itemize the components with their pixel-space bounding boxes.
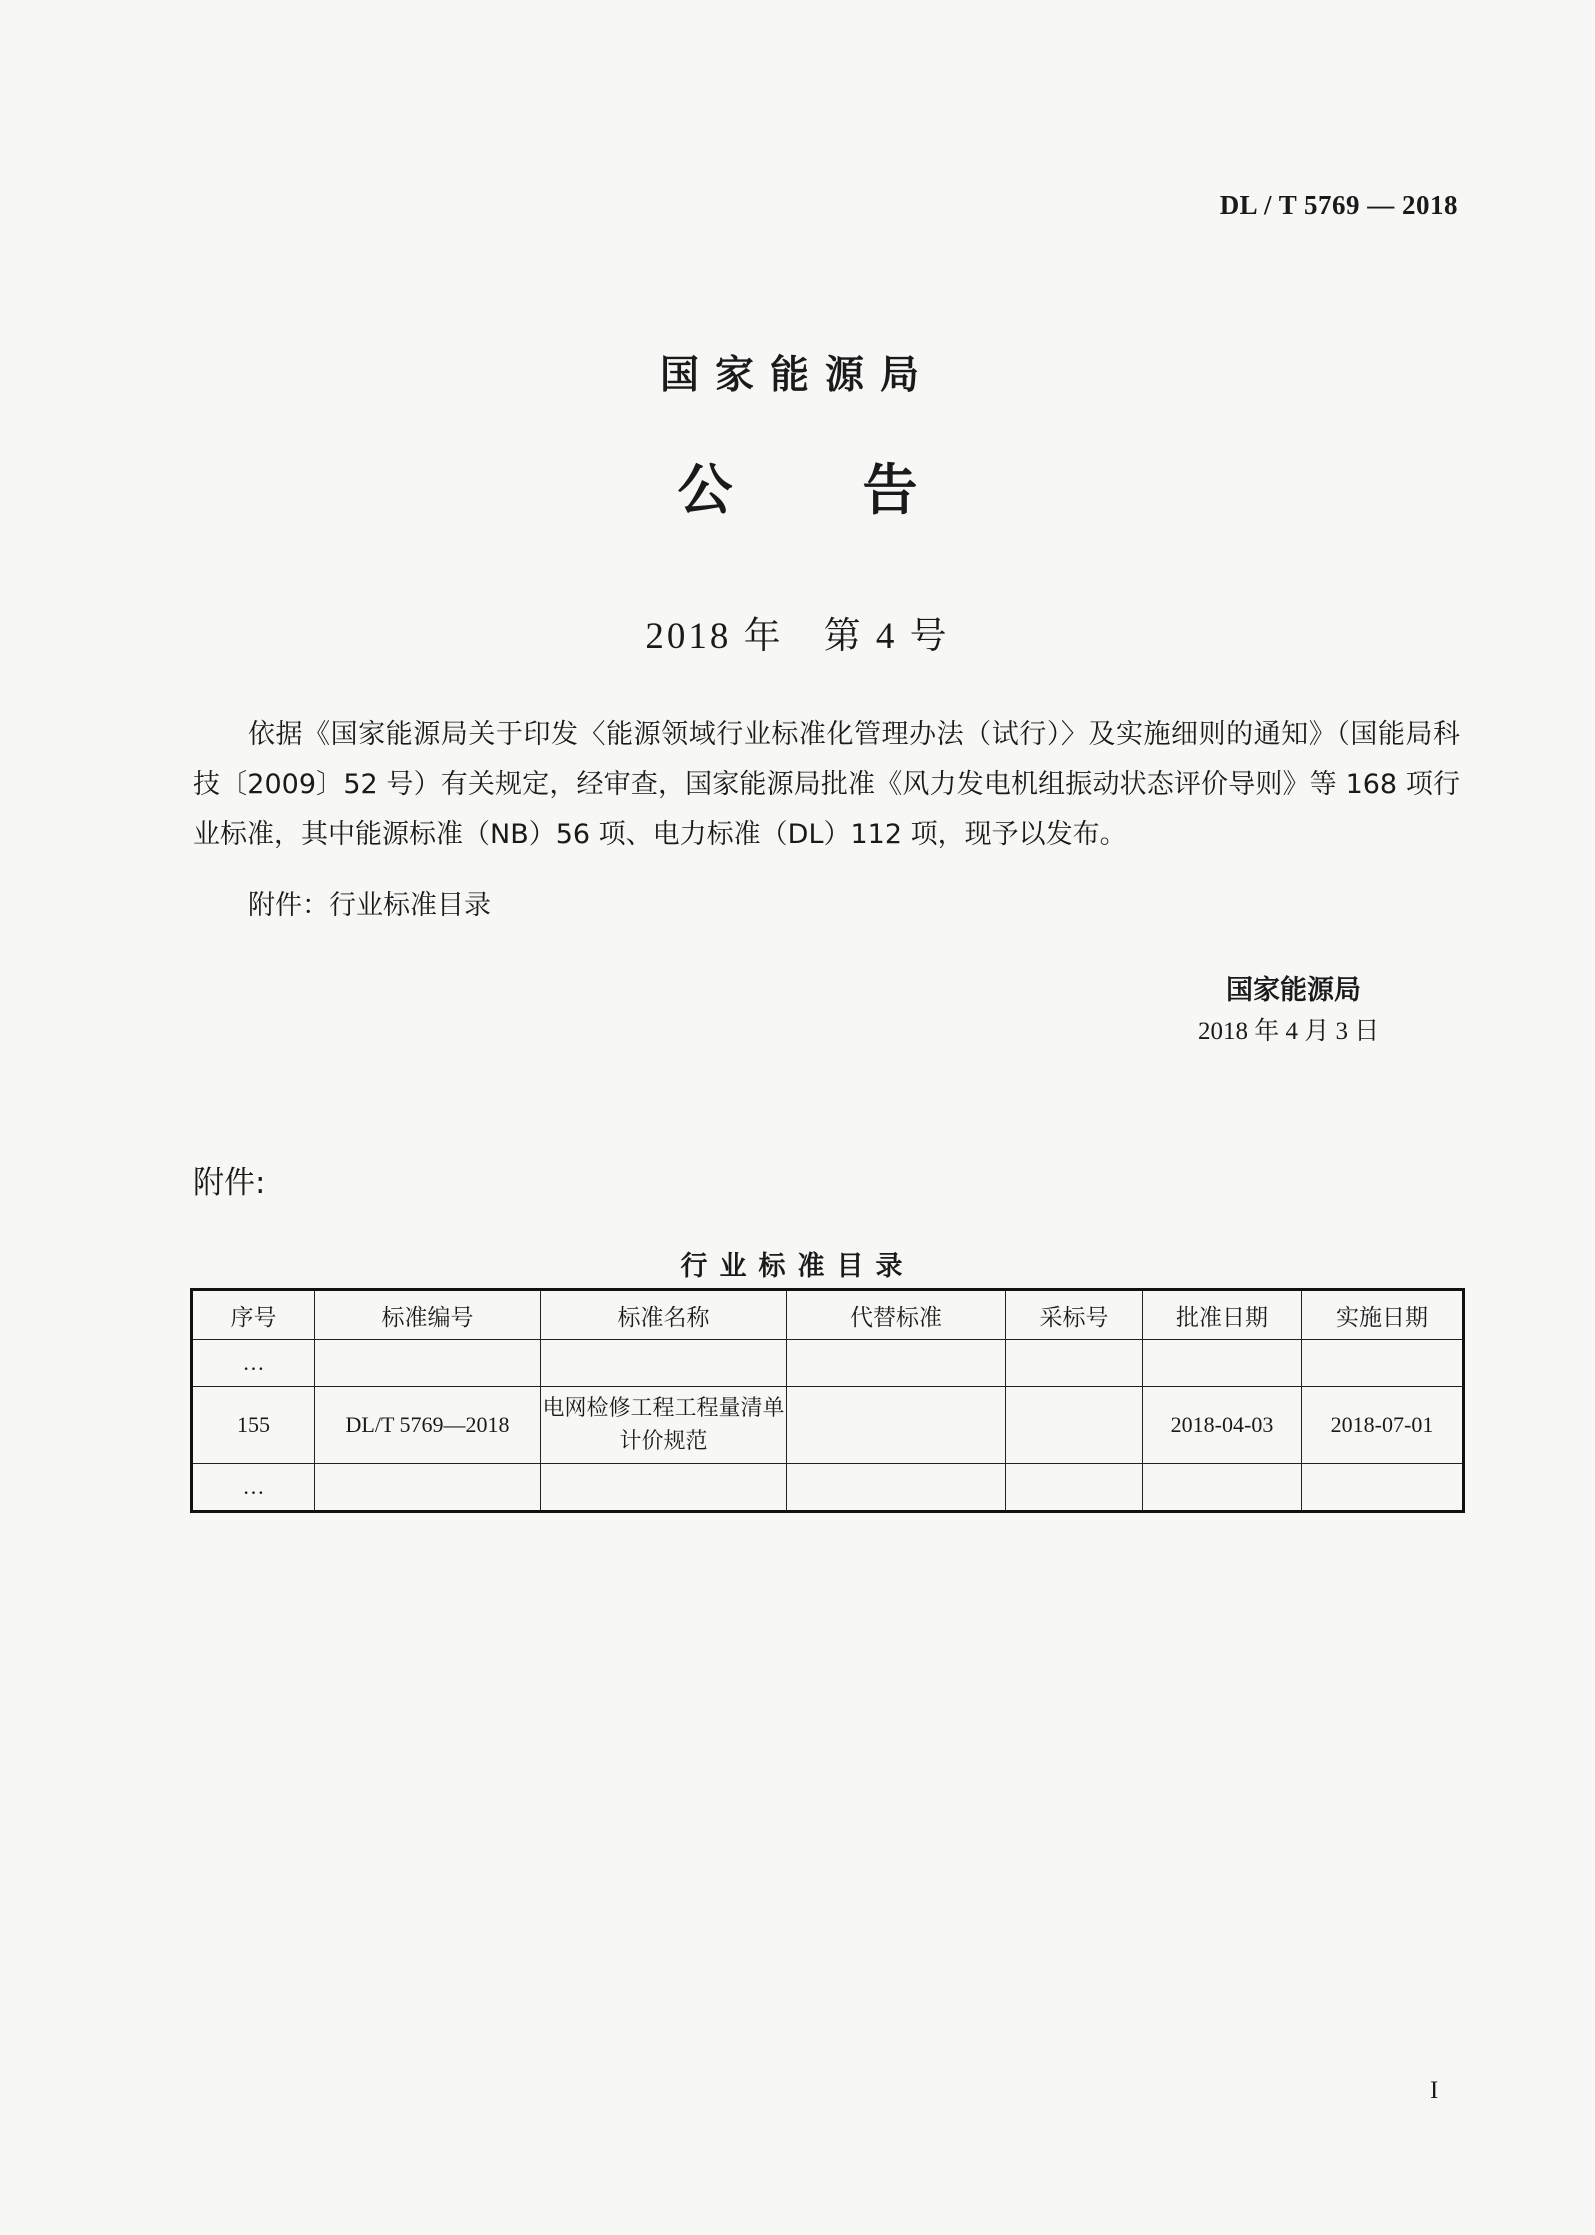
cell-replaces <box>787 1340 1006 1387</box>
cell-approved <box>1143 1340 1302 1387</box>
cell-replaces <box>787 1464 1006 1512</box>
attachment-heading: 附件: <box>193 1165 266 1201</box>
table-row <box>192 1340 1464 1387</box>
document-code: DL / T 5769 — 2018 <box>1219 190 1458 220</box>
signature-date: 2018 年 4 月 3 日 <box>1198 1018 1380 1045</box>
cell-seq: … <box>192 1464 315 1512</box>
table-row <box>192 1387 1464 1464</box>
table-row <box>192 1464 1464 1512</box>
cell-effective <box>1302 1340 1464 1387</box>
table-header-row <box>192 1290 1464 1340</box>
attachment-reference: 附件：行业标准目录 <box>248 890 491 921</box>
announcement-title: 公告 <box>677 458 1048 522</box>
cell-replaces <box>787 1387 1006 1464</box>
cell-effective: 2018-07-01 <box>1302 1387 1464 1464</box>
cell-adopted <box>1006 1387 1143 1464</box>
cell-effective <box>1302 1464 1464 1512</box>
cell-name: 电网检修工程工程量清单计价规范 <box>541 1387 787 1464</box>
column-header-approved: 批准日期 <box>1143 1290 1302 1340</box>
cell-code: DL/T 5769—2018 <box>315 1387 541 1464</box>
column-header-seq: 序号 <box>192 1290 315 1340</box>
cell-code <box>315 1464 541 1512</box>
table-title: 行业标准目录 <box>680 1251 915 1282</box>
signature-organization: 国家能源局 <box>1226 975 1361 1006</box>
announcement-body: 依据《国家能源局关于印发〈能源领域行业标准化管理办法（试行）〉及实施细则的通知》（国能局科技〔2009〕52 号）有关规定，经审查，国家能源局批准《风力发电机组振动状态评价导则》等 168 项行业标准，其中能源标准（NB）56 项、电力标准（DL）112 项，现予以发布。 <box>193 719 1460 850</box>
cell-approved <box>1143 1464 1302 1512</box>
column-header-code: 标准编号 <box>315 1290 541 1340</box>
cell-adopted <box>1006 1464 1143 1512</box>
column-header-replaces: 代替标准 <box>787 1290 1006 1340</box>
issue-number: 2018 年 第 4 号 <box>645 616 950 657</box>
cell-approved: 2018-04-03 <box>1143 1387 1302 1464</box>
page-number: I <box>1430 2077 1439 2104</box>
column-header-effective: 实施日期 <box>1302 1290 1464 1340</box>
cell-seq: … <box>192 1340 315 1387</box>
column-header-name: 标准名称 <box>541 1290 787 1340</box>
cell-seq: 155 <box>192 1387 315 1464</box>
cell-adopted <box>1006 1340 1143 1387</box>
cell-name <box>541 1464 787 1512</box>
cell-code <box>315 1340 541 1387</box>
agency-name: 国家能源局 <box>659 353 935 398</box>
column-header-adopted: 采标号 <box>1006 1290 1143 1340</box>
standards-table <box>190 1288 1465 1513</box>
cell-name <box>541 1340 787 1387</box>
